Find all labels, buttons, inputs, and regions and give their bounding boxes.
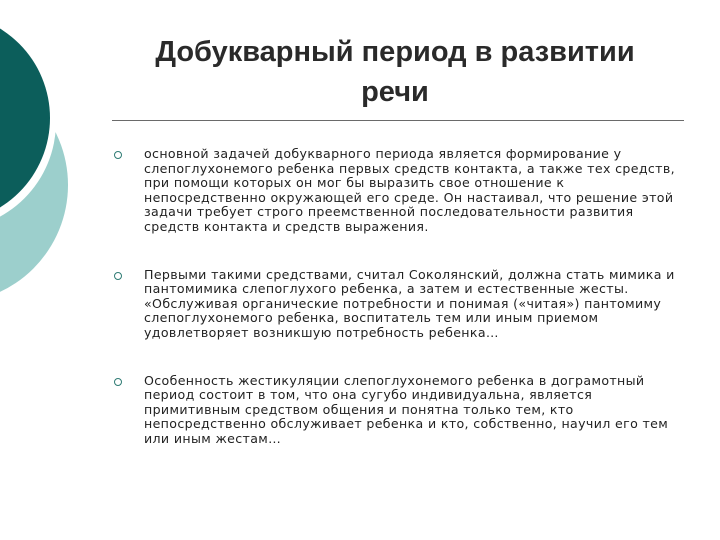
bullet-item: [112, 374, 682, 447]
title-divider: [112, 120, 684, 121]
bullet-list: [112, 147, 682, 480]
bullet-text: Первыми такими средствами, считал Соколянский, должна стать мимика и пантомимика слепоглухого ребенка, а затем и естественные жесты. «Обслуживая органические потребности и понимая («читая») пантомиму слепоглухонемого ребенка, воспитатель тем или иным приемом удовлетворяет возникшую потребность ребенка…: [144, 266, 675, 340]
bullet-text: основной задачей добукварного периода является формирование у слепоглухонемого ребенка первых средств контакта, а также тех средств, при помощи которых он мог бы выразить свое отношение к непосредственно окружающей его среде. Он настаивал, что решение этой задачи требует строго преемственной последовательности развития средств контакта и средств выражения.: [144, 146, 675, 234]
circle-bullet-icon: [114, 378, 122, 386]
bullet-text: Особенность жестикуляции слепоглухонемого ребенка в дограмотный период состоит в том, что она сугубо индивидуальна, является примитивным средством общения и понятна только тем, кто непосредственно обслуживает ребенка и кто, собственно, научил его тем или иным жестам…: [144, 372, 669, 446]
circle-bullet-icon: [114, 272, 122, 280]
bullet-item: [112, 147, 682, 235]
title-line-1: Добукварный период в развитии: [155, 36, 635, 68]
slide-title: [110, 32, 680, 112]
bullet-item: [112, 268, 682, 341]
circle-bullet-icon: [114, 151, 122, 159]
title-line-2: речи: [361, 76, 429, 108]
